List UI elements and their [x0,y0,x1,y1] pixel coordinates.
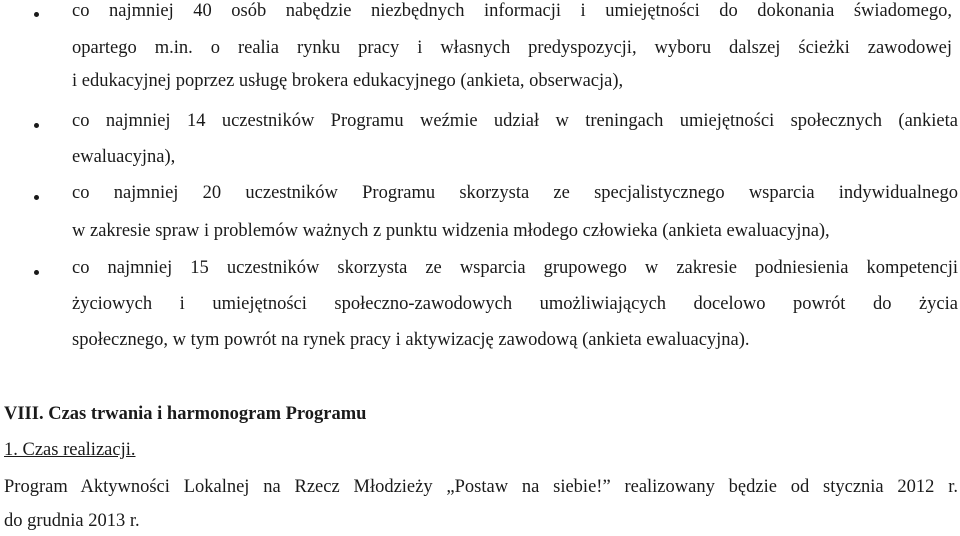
bullet-2-line-2: ewaluacyjna), [72,147,176,167]
bullet-2-line-1: co najmniej 14 uczestników Programu weźmie udział w treningach umiejętności społecznych (ankieta [72,111,958,131]
bullet-4-line-3: społecznego, w tym powrót na rynek pracy i aktywizację zawodową (ankieta ewaluacyjna). [72,330,750,350]
bullet-4-line-2: życiowych i umiejętności społeczno-zawodowych umożliwiających docelowo powrót do życia [72,294,958,314]
bullet-1-line-3: i edukacyjnej poprzez usługę brokera edukacyjnego (ankieta, obserwacja), [72,71,624,91]
bullet-marker [34,270,39,275]
bullet-marker [34,123,39,128]
bullet-marker [34,195,39,200]
paragraph-line-2: do grudnia 2013 r. [4,511,140,531]
bullet-marker [34,12,39,17]
section-heading: VIII. Czas trwania i harmonogram Programu [4,404,367,424]
bullet-3-line-1: co najmniej 20 uczestników Programu skorzysta ze specjalistycznego wsparcia indywidualnego [72,183,958,203]
bullet-1-line-2: opartego m.in. o realia rynku pracy i własnych predyspozycji, wyboru dalszej ścieżki zawodowej [72,38,952,58]
bullet-1-line-1: co najmniej 40 osób nabędzie niezbędnych informacji i umiejętności do dokonania świadomego, [72,1,952,21]
bullet-4-line-1: co najmniej 15 uczestników skorzysta ze wsparcia grupowego w zakresie podniesienia kompetencji [72,258,958,278]
bullet-3-line-2: w zakresie spraw i problemów ważnych z punktu widzenia młodego człowieka (ankieta ewaluacyjna), [72,221,830,241]
subsection-heading: 1. Czas realizacji. [4,440,136,460]
paragraph-line-1: Program Aktywności Lokalnej na Rzecz Młodzieży „Postaw na siebie!” realizowany będzie od stycznia 2012 r. [4,477,958,497]
